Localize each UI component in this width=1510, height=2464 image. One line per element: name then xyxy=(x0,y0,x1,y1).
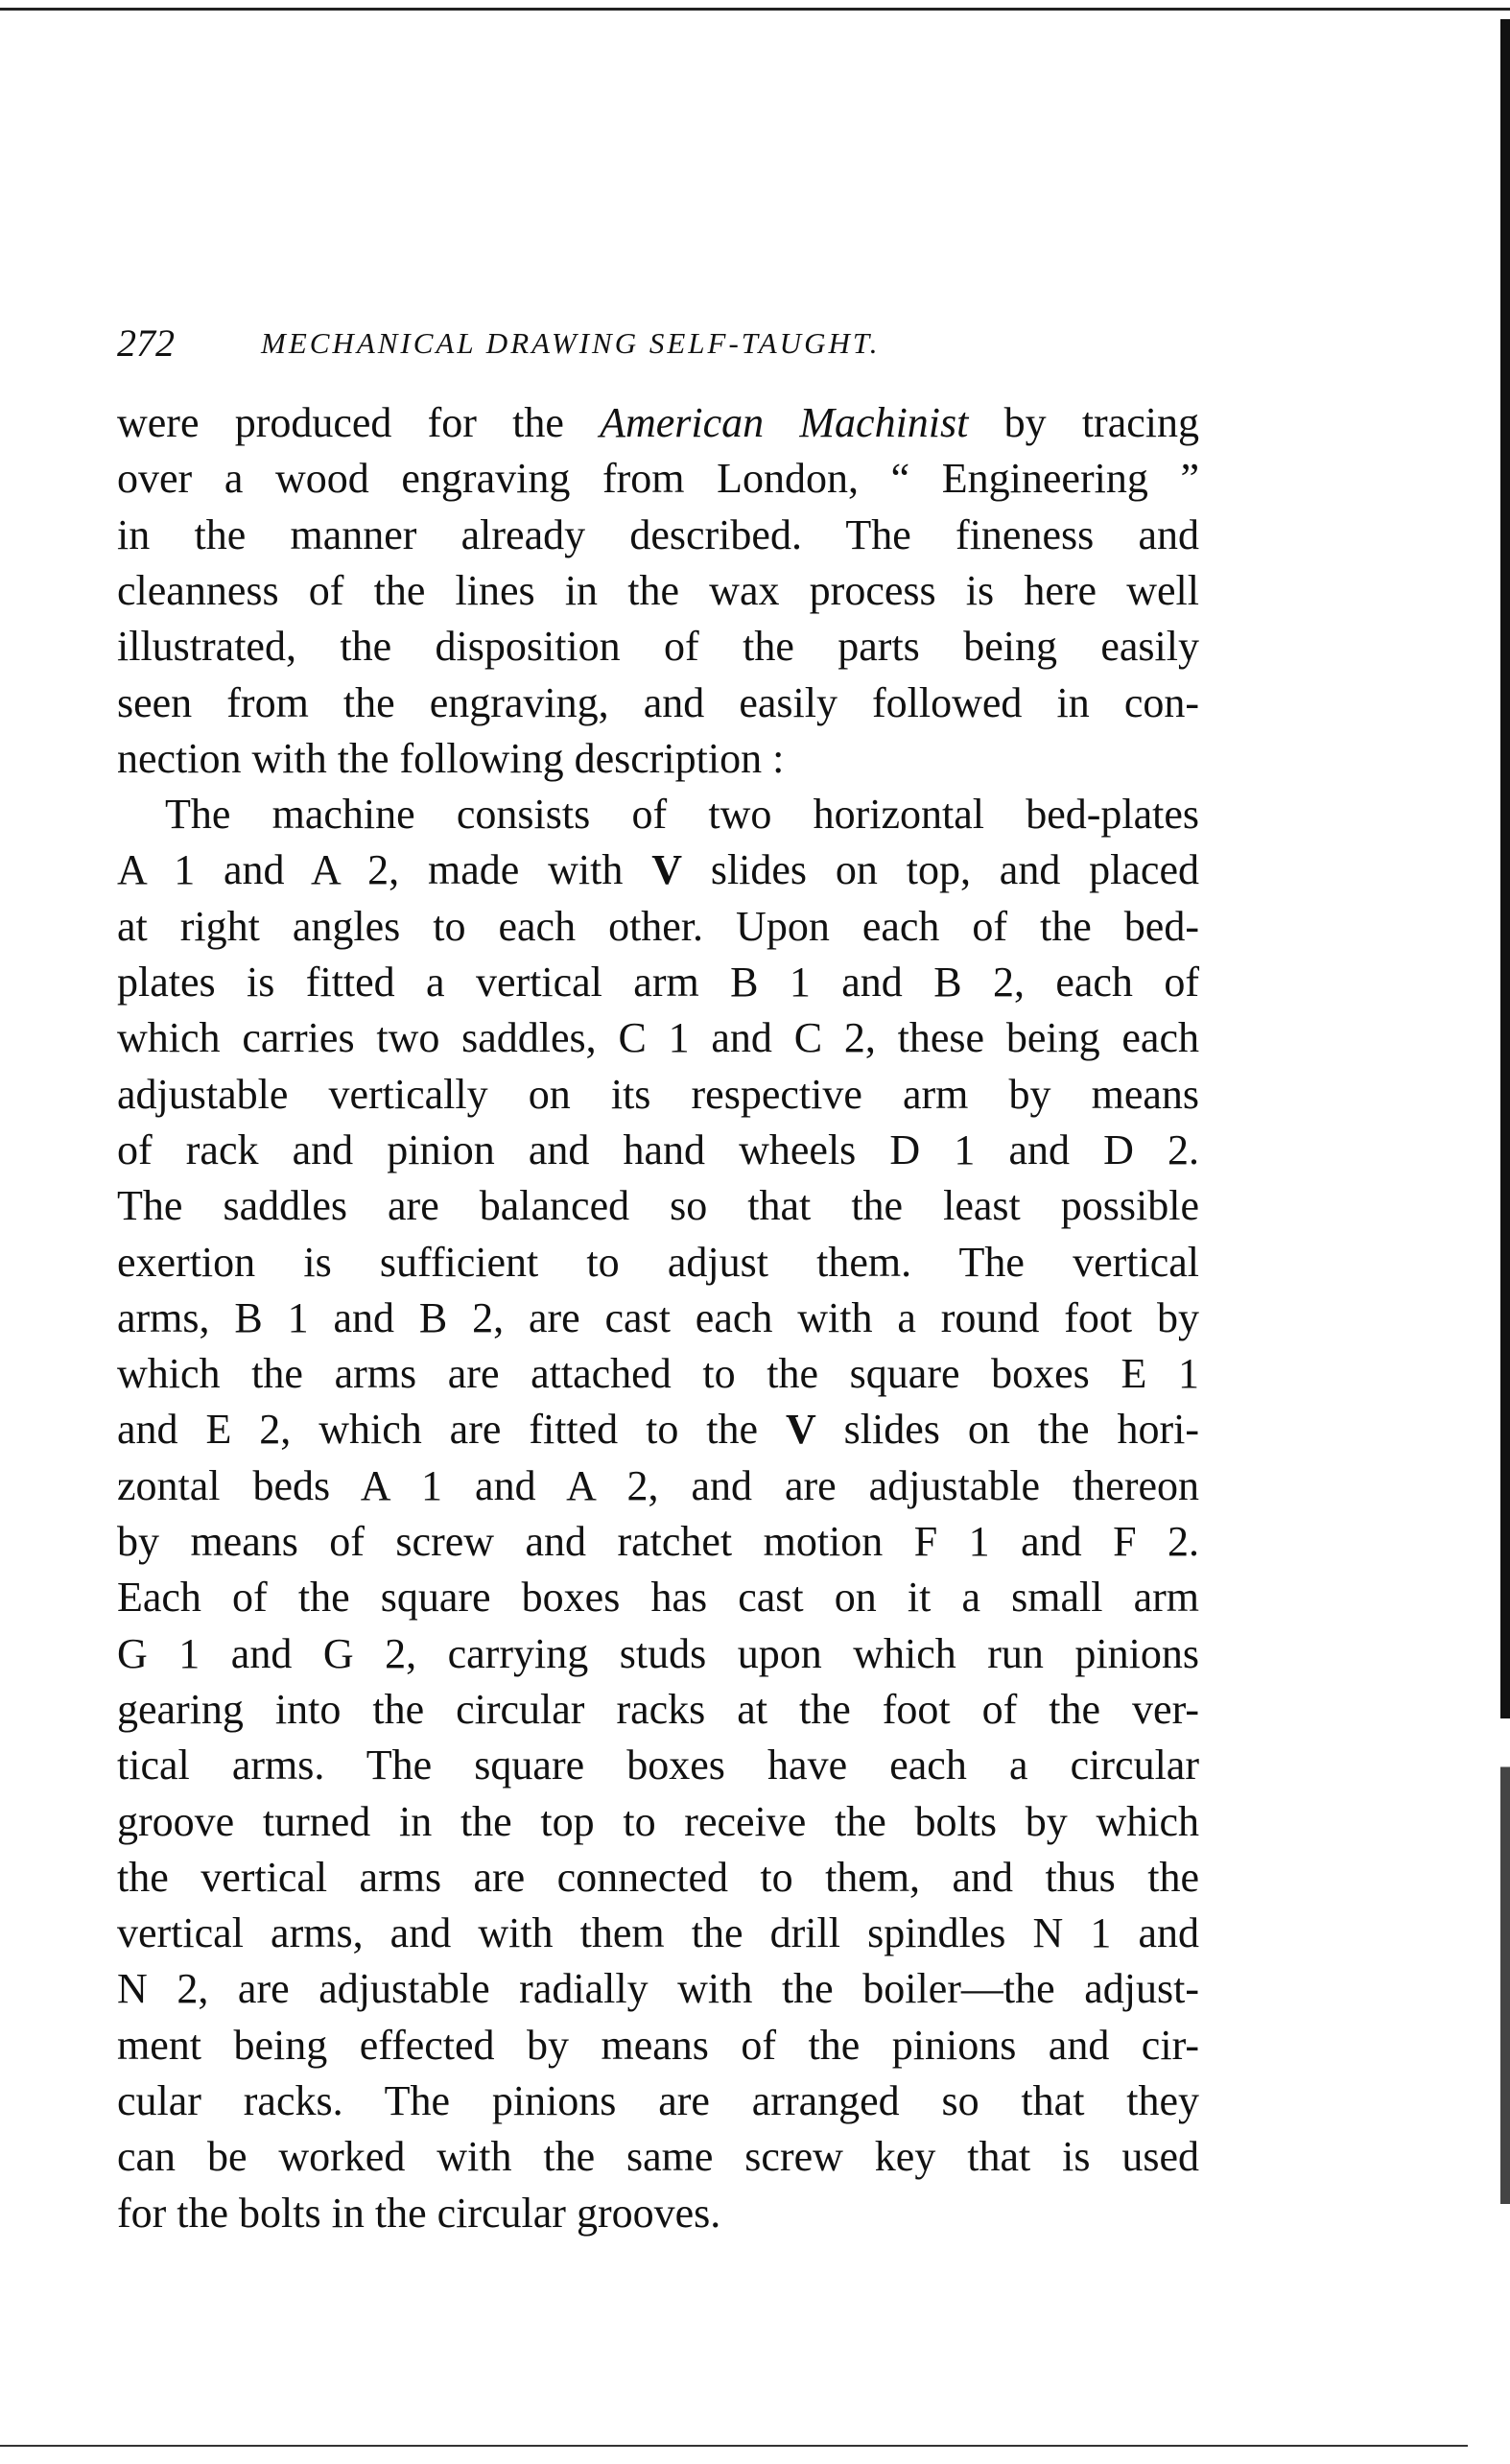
text-segment: tical arms. The square boxes have each a circular xyxy=(117,1741,1199,1789)
text-segment: slides on the hori- xyxy=(815,1406,1199,1454)
text-segment: in the manner already described. The fineness and xyxy=(117,510,1199,558)
text-line xyxy=(117,1458,1199,1514)
page-number: 272 xyxy=(117,321,175,365)
text-segment: vertical arms, and with them the drill spindles N 1 and xyxy=(117,1909,1199,1957)
text-line xyxy=(117,1178,1199,1234)
text-segment: ment being effected by means of the pinions and cir- xyxy=(117,2021,1199,2069)
text-segment: can be worked with the same screw key that is used xyxy=(117,2133,1199,2181)
text-line xyxy=(117,1067,1199,1123)
text-line xyxy=(117,395,1199,451)
italic-text: American Machinist xyxy=(600,399,969,446)
text-segment: Each of the square boxes has cast on it a small arm xyxy=(117,1574,1199,1622)
text-line xyxy=(117,1010,1199,1066)
text-line xyxy=(117,1570,1199,1625)
text-line xyxy=(117,787,1199,842)
text-line xyxy=(117,1291,1199,1346)
text-segment: N 2, are adjustable radially with the boiler—the adjust- xyxy=(117,1965,1199,2013)
text-segment: nection with the following description : xyxy=(117,734,785,782)
text-segment: slides on top, and placed xyxy=(681,846,1199,894)
text-line xyxy=(117,675,1199,731)
text-segment: A 1 and A 2, made with xyxy=(117,846,652,894)
text-segment: over a wood engraving from London, “ Engineering ” xyxy=(117,455,1199,503)
text-segment: which carries two saddles, C 1 and C 2, these being each xyxy=(117,1014,1199,1062)
text-segment: for the bolts in the circular grooves. xyxy=(117,2189,721,2237)
text-segment: G 1 and G 2, carrying studs upon which run pinions xyxy=(117,1629,1199,1677)
text-segment: were produced for the xyxy=(117,399,601,446)
page-header xyxy=(117,319,1201,372)
text-segment: exertion is sufficient to adjust them. The vertical xyxy=(117,1238,1199,1286)
text-line xyxy=(117,2186,1199,2241)
text-segment: which the arms are attached to the square boxes E 1 xyxy=(117,1350,1199,1398)
text-segment: of rack and pinion and hand wheels D 1 and D 2. xyxy=(117,1125,1199,1173)
text-line xyxy=(117,2129,1199,2185)
running-title: MECHANICAL DRAWING SELF-TAUGHT. xyxy=(261,326,881,360)
text-segment: seen from the engraving, and easily followed in con- xyxy=(117,678,1199,726)
text-line xyxy=(117,1346,1199,1402)
text-line xyxy=(117,1906,1199,1961)
text-segment: gearing into the circular racks at the foot of the ver- xyxy=(117,1685,1199,1733)
top-rule xyxy=(0,8,1510,11)
text-segment: V xyxy=(785,1406,816,1454)
text-line xyxy=(117,842,1199,898)
bottom-rule xyxy=(0,2445,1468,2447)
text-line xyxy=(117,508,1199,563)
text-segment: by means of screw and ratchet motion F 1 and F 2. xyxy=(117,1518,1199,1565)
text-segment: zontal beds A 1 and A 2, and are adjustable thereon xyxy=(117,1461,1199,1509)
text-line xyxy=(117,619,1199,675)
text-segment: groove turned in the top to receive the bolts by which xyxy=(117,1797,1199,1845)
text-line xyxy=(117,731,1199,787)
text-line xyxy=(117,1123,1199,1178)
text-segment: cleanness of the lines in the wax process is here well xyxy=(117,566,1199,614)
text-line xyxy=(117,2018,1199,2073)
text-segment: plates is fitted a vertical arm B 1 and B 2, each of xyxy=(117,959,1199,1006)
text-segment: cular racks. The pinions are arranged so that they xyxy=(117,2077,1199,2124)
text-segment: The saddles are balanced so that the least possible xyxy=(117,1182,1199,1230)
page-edge-shadow xyxy=(1500,19,1510,2447)
text-line xyxy=(117,1626,1199,1682)
text-segment: at right angles to each other. Upon each of the bed- xyxy=(117,902,1199,950)
text-line xyxy=(117,1514,1199,1570)
text-segment: adjustable vertically on its respective arm by means xyxy=(117,1070,1199,1118)
text-segment: by tracing xyxy=(968,399,1199,446)
text-line xyxy=(117,1738,1199,1793)
text-segment: the vertical arms are connected to them, and thus the xyxy=(117,1853,1199,1901)
text-line xyxy=(117,1850,1199,1906)
text-segment: The machine consists of two horizontal bed-plates xyxy=(165,791,1199,839)
text-line xyxy=(117,1961,1199,2017)
text-line xyxy=(117,563,1199,619)
text-line xyxy=(117,2073,1199,2129)
text-segment: arms, B 1 and B 2, are cast each with a round foot by xyxy=(117,1293,1199,1341)
text-line xyxy=(117,1402,1199,1457)
text-line xyxy=(117,1682,1199,1738)
text-segment: V xyxy=(651,846,682,894)
text-line xyxy=(117,899,1199,955)
text-segment: and E 2, which are fitted to the xyxy=(117,1406,786,1454)
text-line xyxy=(117,1235,1199,1291)
text-line xyxy=(117,451,1199,507)
text-segment: illustrated, the disposition of the parts being easily xyxy=(117,623,1199,671)
text-line xyxy=(117,1794,1199,1850)
text-line xyxy=(117,955,1199,1010)
